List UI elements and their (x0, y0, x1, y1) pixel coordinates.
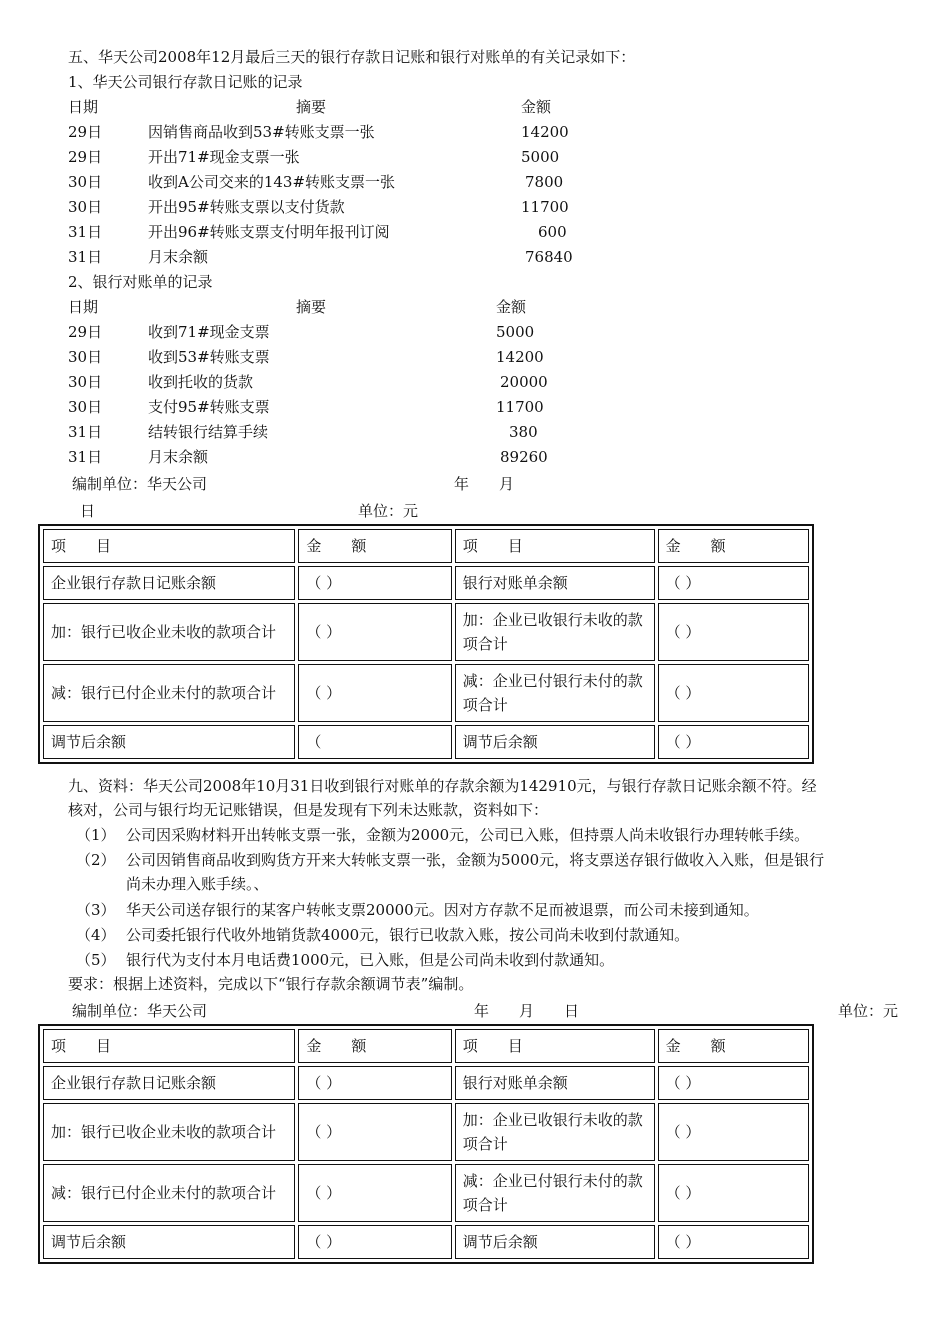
item-text: 公司委托银行代收外地销货款4000元，银行已收款入账，按公司尚未收到付款通知。 (126, 926, 690, 944)
table-row (43, 1103, 809, 1161)
row-label: 减：银行已付企业未付的款项合计 (43, 664, 295, 722)
item-number: （1） (76, 826, 116, 844)
row-label: 企业银行存款日记账余额 (43, 566, 295, 600)
journal-row-desc: 开出95#转账支票以支付货款 (148, 198, 345, 216)
table-row (43, 1225, 809, 1259)
table-header-row (43, 529, 809, 563)
bank-row-amount: 380 (509, 423, 538, 441)
bank-row-date: 30日 (68, 348, 103, 366)
bank-row-desc: 收到71#现金支票 (148, 323, 270, 341)
unit-label: 单位：元 (838, 1002, 899, 1020)
bank-row-desc: 月末余额 (148, 448, 209, 466)
requirement-text: 要求：根据上述资料，完成以下“银行存款余额调节表”编制。 (68, 975, 474, 993)
journal-row-desc: 因销售商品收到53#转账支票一张 (148, 123, 375, 141)
table-row (43, 664, 809, 722)
row-label: 银行对账单余额 (455, 566, 655, 600)
journal-row-date: 31日 (68, 223, 103, 241)
bank-row-date: 30日 (68, 398, 103, 416)
amount-cell[interactable]: （ ） (658, 725, 809, 759)
amount-cell[interactable]: （ ） (658, 1066, 809, 1100)
table-row (43, 1066, 809, 1100)
row-label: 调节后余额 (43, 1225, 295, 1259)
day-label: 日 (80, 502, 96, 520)
amount-cell[interactable]: （ ） (298, 1066, 451, 1100)
bank-row-date: 30日 (68, 373, 103, 391)
section5-title: 五、华天公司2008年12月最后三天的银行存款日记账和银行对账单的有关记录如下： (68, 48, 636, 66)
table-header-row (43, 1029, 809, 1063)
row-label: 调节后余额 (455, 1225, 655, 1259)
bank-title: 2、银行对账单的记录 (68, 273, 213, 291)
year-month-label: 年 月 (454, 475, 515, 493)
bank-row-amount: 14200 (496, 348, 544, 366)
header-amount: 金 额 (658, 1029, 809, 1063)
amount-cell[interactable]: （ ） (658, 1225, 809, 1259)
bank-row-date: 29日 (68, 323, 103, 341)
amount-cell[interactable]: （ ） (298, 1103, 451, 1161)
journal-row-desc: 月末余额 (148, 248, 209, 266)
amount-cell[interactable]: （ ） (298, 566, 451, 600)
amount-cell[interactable]: （ ） (658, 566, 809, 600)
compiler-label: 编制单位：华天公司 (72, 475, 208, 493)
row-label: 调节后余额 (43, 725, 295, 759)
bank-row-amount: 11700 (496, 398, 544, 416)
item-text: 公司因销售商品收到购货方开来大转帐支票一张，金额为5000元，将支票送存银行做收入入账，但是银行 (126, 851, 825, 869)
section9-line2: 核对，公司与银行均无记账错误，但是发现有下列未达账款，资料如下： (68, 801, 549, 819)
item-number: （5） (76, 951, 116, 969)
reconciliation-table-1 (38, 524, 814, 764)
journal-row-date: 30日 (68, 173, 103, 191)
journal-row-date: 31日 (68, 248, 103, 266)
bank-row-date: 31日 (68, 423, 103, 441)
amount-cell[interactable]: （ ） (298, 603, 451, 661)
journal-header-amount: 金额 (521, 98, 552, 116)
journal-title: 1、华天公司银行存款日记账的记录 (68, 73, 303, 91)
bank-header-amount: 金额 (496, 298, 527, 316)
bank-row-amount: 89260 (500, 448, 548, 466)
header-amount: 金 额 (298, 529, 451, 563)
amount-cell[interactable]: （ ） (298, 664, 451, 722)
bank-row-desc: 收到53#转账支票 (148, 348, 270, 366)
amount-cell[interactable]: （ ） (298, 1164, 451, 1222)
amount-cell[interactable]: （ ） (298, 1225, 451, 1259)
bank-row-amount: 5000 (496, 323, 535, 341)
item-text: 华天公司送存银行的某客户转帐支票20000元。因对方存款不足而被退票，而公司未接到通知。 (126, 901, 759, 919)
table-row (43, 725, 809, 759)
unit-label: 单位：元 (358, 502, 419, 520)
header-item: 项 目 (455, 529, 655, 563)
header-item: 项 目 (43, 529, 295, 563)
bank-row-desc: 结转银行结算手续 (148, 423, 269, 441)
journal-row-amount: 11700 (521, 198, 569, 216)
section9-line1: 九、资料：华天公司2008年10月31日收到银行对账单的存款余额为142910元，与银行存款日记账余额不符。经 (68, 777, 817, 795)
bank-row-desc: 支付95#转账支票 (148, 398, 270, 416)
bank-header-desc: 摘要 (296, 298, 327, 316)
row-label: 加：企业已收银行未收的款项合计 (455, 603, 655, 661)
bank-row-desc: 收到托收的货款 (148, 373, 254, 391)
compiler-label: 编制单位：华天公司 (72, 1002, 208, 1020)
header-amount: 金 额 (658, 529, 809, 563)
journal-header-date: 日期 (68, 98, 99, 116)
row-label: 减：银行已付企业未付的款项合计 (43, 1164, 295, 1222)
row-label: 减：企业已付银行未付的款项合计 (455, 664, 655, 722)
journal-row-amount: 600 (538, 223, 567, 241)
header-item: 项 目 (43, 1029, 295, 1063)
amount-cell[interactable]: （ ） (658, 1103, 809, 1161)
journal-row-date: 29日 (68, 123, 103, 141)
row-label: 加：银行已收企业未收的款项合计 (43, 1103, 295, 1161)
table-row (43, 1164, 809, 1222)
row-label: 银行对账单余额 (455, 1066, 655, 1100)
journal-row-date: 30日 (68, 198, 103, 216)
item-number: （4） (76, 926, 116, 944)
row-label: 减：企业已付银行未付的款项合计 (455, 1164, 655, 1222)
amount-cell[interactable]: （ ） (658, 664, 809, 722)
table-row (43, 603, 809, 661)
item-number: （3） (76, 901, 116, 919)
date-label: 年 月 日 (474, 1002, 580, 1020)
header-amount: 金 额 (298, 1029, 451, 1063)
journal-row-amount: 7800 (525, 173, 564, 191)
journal-row-desc: 开出96#转账支票支付明年报刊订阅 (148, 223, 390, 241)
row-label: 加：银行已收企业未收的款项合计 (43, 603, 295, 661)
amount-cell[interactable]: （ ） (658, 1164, 809, 1222)
journal-row-desc: 开出71#现金支票一张 (148, 148, 300, 166)
journal-row-desc: 收到A公司交来的143#转账支票一张 (148, 173, 396, 191)
journal-row-date: 29日 (68, 148, 103, 166)
bank-header-date: 日期 (68, 298, 99, 316)
amount-cell[interactable]: （ ） (658, 603, 809, 661)
item-text: 公司因采购材料开出转帐支票一张，金额为2000元，公司已入账，但持票人尚未收银行办理转帐手续。 (126, 826, 810, 844)
bank-row-date: 31日 (68, 448, 103, 466)
bank-row-amount: 20000 (500, 373, 548, 391)
row-label: 企业银行存款日记账余额 (43, 1066, 295, 1100)
reconciliation-table-2 (38, 1024, 814, 1264)
journal-header-desc: 摘要 (296, 98, 327, 116)
item-text: 银行代为支付本月电话费1000元，已入账，但是公司尚未收到付款通知。 (126, 951, 615, 969)
journal-row-amount: 14200 (521, 123, 569, 141)
table-row (43, 566, 809, 600)
journal-row-amount: 76840 (525, 248, 573, 266)
item-text-cont: 尚未办理入账手续。、 (126, 875, 269, 893)
header-item: 项 目 (455, 1029, 655, 1063)
row-label: 加：企业已收银行未收的款项合计 (455, 1103, 655, 1161)
journal-row-amount: 5000 (521, 148, 560, 166)
row-label: 调节后余额 (455, 725, 655, 759)
item-number: （2） (76, 851, 116, 869)
amount-cell[interactable]: （ (298, 725, 451, 759)
